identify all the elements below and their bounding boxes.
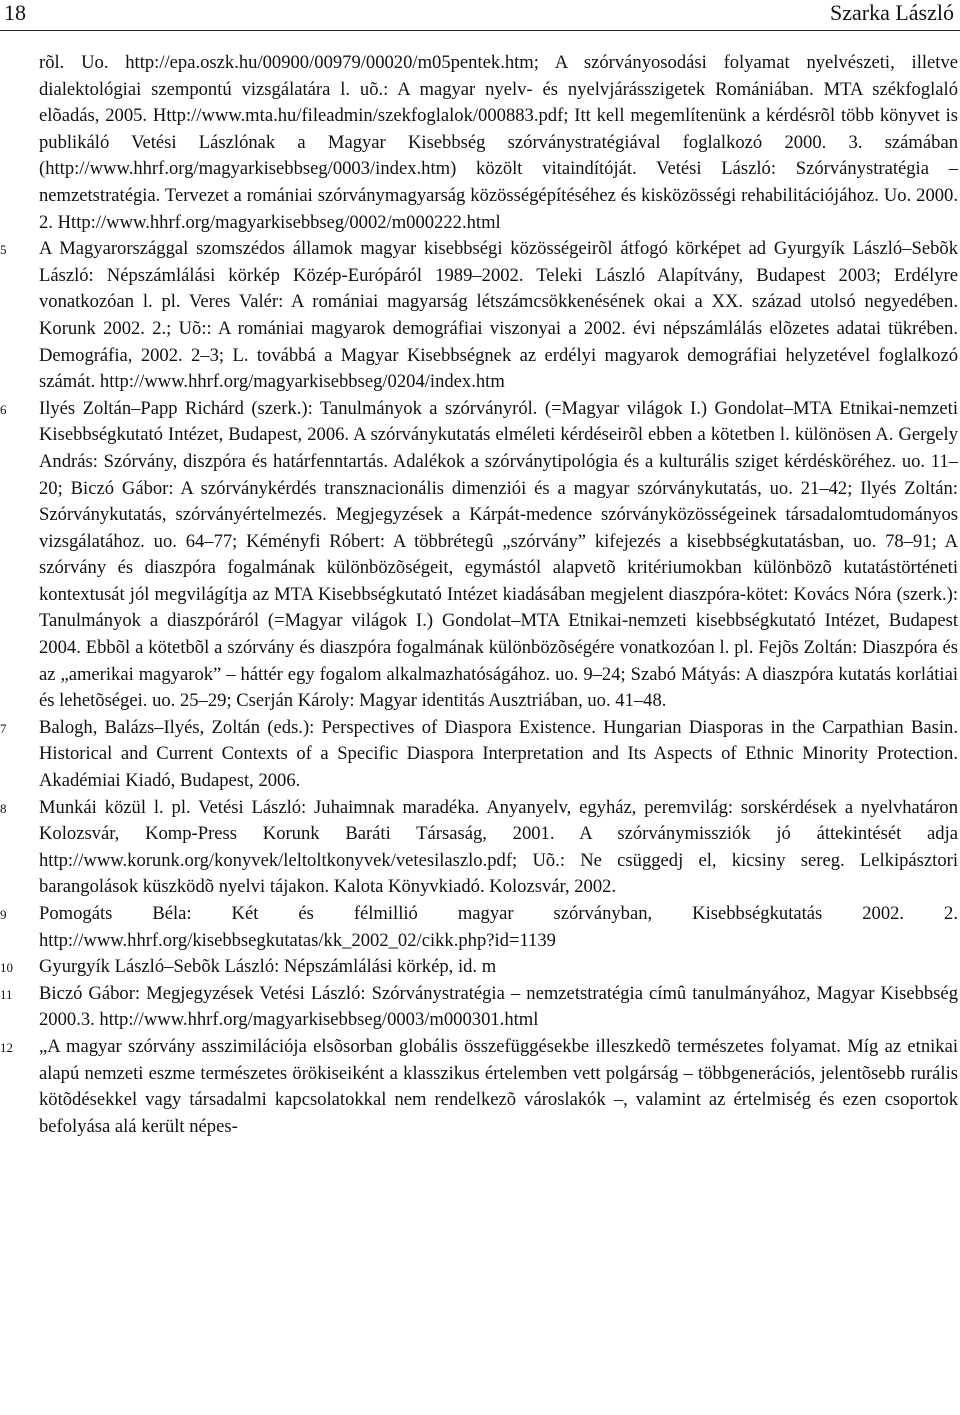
footnote-continuation: [0, 50, 958, 236]
footnote-5: [0, 236, 958, 396]
footnote-number: 10: [0, 960, 13, 976]
footnote-10: [0, 954, 958, 981]
footnote-8: [0, 795, 958, 901]
footnote-text: rõl. Uo. http://epa.oszk.hu/00900/00979/00020/m05pentek.htm; A szórványosodási folyamat nyelvészeti, illetve dialektológiai szempontú vizsgálatára l. uõ.: A magyar nyelv- és nyelvjárásszigetek Romániában. MTA székfoglaló elõadás, 2005. Http://www.mta.hu/fileadmin/szekfoglalok/000883.pdf; Itt kell megemlítenünk a kérdésrõl több könyvet is publikáló Vetési Lászlónak a Magyar Kisebbség szórványstratégiával foglalkozó 2000. 3. számában (http://www.hhrf.org/magyarkisebbseg/0003/index.htm) közölt vitaindítóját. Vetési László: Szórványstratégia – nemzetstratégia. Tervezet a romániai szórványmagyarság közösségépítéséhez és kisközösségi rehabilitációjához. Uo. 2000. 2. Http://www.hhrf.org/magyarkisebbseg/0002/m000222.html: [39, 52, 958, 233]
footnote-text: A Magyarországgal szomszédos államok magyar kisebbségi közösségeirõl átfogó körképet ad Gyurgyík László–Sebõk László: Népszámlálási körkép Közép-Európáról 1989–2002. Teleki László Alapítvány, Budapest 2003; Erdélyre vonatkozóan l. pl. Veres Valér: A romániai magyarság létszámcsökkenésének okai a XX. század utolsó negyedében. Korunk 2002. 2.; Uõ:: A romániai magyarok demográfiai viszonyai a 2002. évi népszámlálás elõzetes adatai tükrében. Demográfia, 2002. 2–3; L. továbbá a Magyar Kisebbségnek az erdélyi magyarok demográfiai helyzetével foglalkozó számát. http://www.hhrf.org/magyarkisebbseg/0204/index.htm: [39, 238, 958, 393]
footnote-7: [0, 715, 958, 795]
footnote-number: 12: [0, 1039, 13, 1055]
footnote-number: 9: [0, 907, 7, 922]
footnote-number: 6: [0, 401, 7, 417]
footnote-text: Munkái közül l. pl. Vetési László: Juhaimnak maradéka. Anyanyelv, egyház, peremvilág: sorskérdések a nyelvhatáron Kolozsvár, Komp-Press Korunk Baráti Társaság, 2001. A szórványmissziók jó áttekintését adja http://www.korunk.org/konyvek/leltoltkonyvek/vetesilaszlo.pdf; Uõ.: Ne csüggedj el, kicsiny sereg. Lelkipásztori barangolások küszködõ nyelvi tájakon. Kalota Könyvkiadó. Kolozsvár, 2002.: [39, 796, 958, 898]
footnote-number: 11: [0, 986, 13, 1002]
running-head-author: Szarka László: [830, 0, 954, 25]
footnote-12: [0, 1034, 958, 1140]
footnote-text: Ilyés Zoltán–Papp Richárd (szerk.): Tanulmányok a szórványról. (=Magyar világok I.) Gondolat–MTA Etnikai-nemzeti Kisebbségkutató Intézet, Budapest, 2006. A szórványkutatás elméleti kérdéseirõl ebben a kötetben l. különösen A. Gergely András: Szórvány, diszpóra és határfenntartás. Adalékok a szórványtipológia és a kulturális sziget kérdésköréhez. uo. 11–20; Biczó Gábor: A szórványkérdés transznacionális dimenziói és a magyar szórványkutatás, uo. 21–42; Ilyés Zoltán: Szórványkutatás, szórványértelmezés. Megjegyzések a Kárpát-medence szórványközösségeinek társadalomtudományos vizsgálatához. uo. 64–77; Kéményfi Róbert: A többrétegû „szórvány” kifejezés a kisebbségkutatásban, uo. 78–91; A szórvány és diaszpóra fogalmának különbözõségeit, egymástól alapvetõ kritériumokban különbözõ kutatástörténeti kontextusát jól megvilágítja az MTA Kisebbségkutató Intézet kiadásában megjelent diaszpóra-kötet: Kovács Nóra (szerk.): Tanulmányok a diaszpóráról (=Magyar világok I.) Gondolat–MTA Etnikai-nemzeti kisebbségkutató Intézet, Budapest 2004. Ebbõl a kötetbõl a szórvány és diaszpóra fogalmának különbözõségére vonatkozóan l. pl. Fejõs Zoltán: Diaszpóra és az „amerikai magyarok” – háttér egy fogalom alkalmazhatóságához. uo. 9–24; Szabó Mátyás: A diaszpóra kutatás korlátiai és lehetõségei. uo. 25–29; Cserján Károly: Magyar identitás Ausztriában, uo. 41–48.: [39, 397, 958, 712]
footnote-text: Biczó Gábor: Megjegyzések Vetési László: Szórványstratégia – nemzetstratégia címû tanulmányához, Magyar Kisebbség 2000.3. http://www.hhrf.org/magyarkisebbseg/0003/m000301.html: [39, 982, 958, 1031]
page-number: 18: [4, 0, 26, 25]
footnote-text: Balogh, Balázs–Ilyés, Zoltán (eds.): Perspectives of Diaspora Existence. Hungarian Diasporas in the Carpathian Basin. Historical and Current Contexts of a Specific Diaspora Interpretation and Its Aspects of Ethnic Minority Protection. Akadémiai Kiadó, Budapest, 2006.: [39, 716, 958, 792]
page-header: [0, 0, 960, 31]
footnote-text: Gyurgyík László–Sebõk László: Népszámlálási körkép, id. m: [39, 956, 497, 978]
footnote-number: 7: [0, 720, 7, 736]
footnotes: [0, 50, 958, 1140]
footnote-text: „A magyar szórvány asszimilációja elsõsorban globális összefüggésekbe illeszkedõ természetes folyamat. Míg az etnikai alapú nemzeti eszme természetes örökiseiként a klasszikus értelemben vett polgárság – többgenerációs, jelentõsebb rurális kötõdésekkel vagy társadalmi kapcsolatokkal nem rendelkezõ városlakók –, valamint az értelmiség és ezen csoportok befolyása alá került népes-: [39, 1035, 958, 1137]
footnote-6: [0, 396, 958, 715]
footnote-text: Pomogáts Béla: Két és félmillió magyar szórványban, Kisebbségkutatás 2002. 2. http://www.hhrf.org/kisebbsegkutatas/kk_2002_02/cikk.php?id=1139: [39, 903, 958, 951]
footnote-9: [0, 901, 958, 954]
footnote-11: [0, 981, 958, 1034]
footnote-number: 8: [0, 800, 7, 816]
footnote-number: 5: [0, 242, 7, 258]
